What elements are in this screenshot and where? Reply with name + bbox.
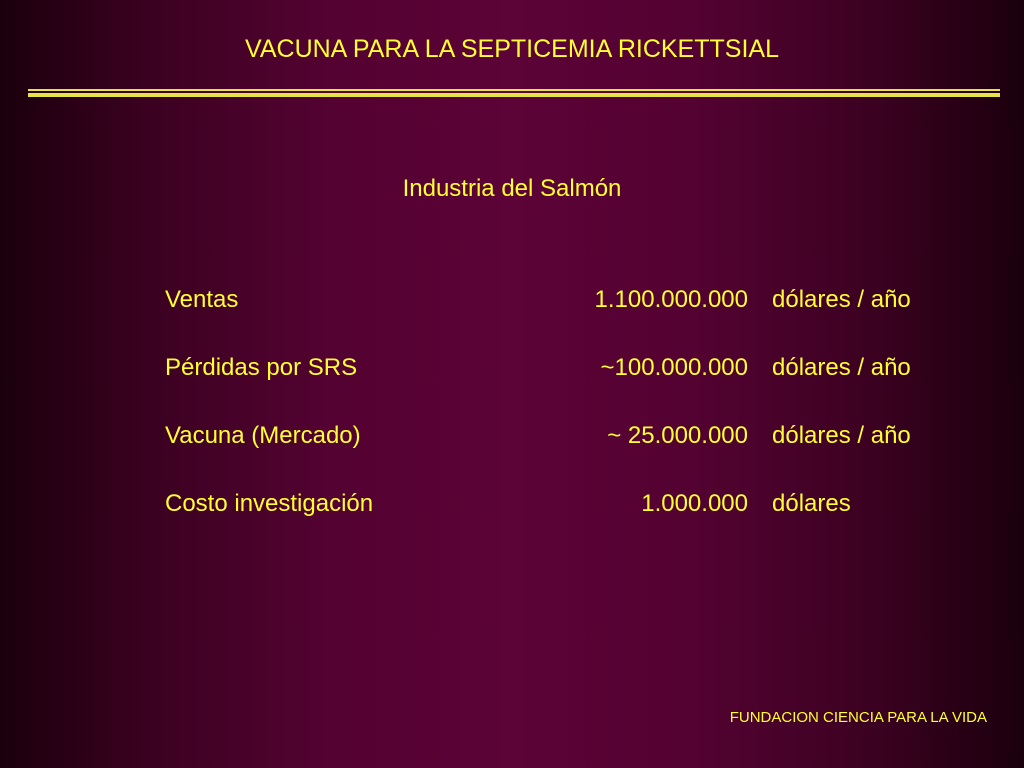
slide-subtitle: Industria del Salmón <box>402 175 622 202</box>
slide-title: VACUNA PARA LA SEPTICEMIA RICKETTSIAL <box>245 35 779 63</box>
row-amount: 1.000.000 <box>641 490 748 517</box>
row-unit: dólares / año <box>772 354 911 381</box>
row-amount: 1.100.000.000 <box>594 286 748 313</box>
data-row-losses <box>0 351 1024 385</box>
data-row-vaccine-market <box>0 419 1024 453</box>
divider-line-thin <box>28 89 1000 91</box>
row-label: Pérdidas por SRS <box>165 354 358 381</box>
row-amount: ~100.000.000 <box>600 354 748 381</box>
row-label: Costo investigación <box>165 490 374 517</box>
row-label: Ventas <box>165 286 239 313</box>
row-unit: dólares <box>772 490 851 517</box>
footer-organization: FUNDACION CIENCIA PARA LA VIDA <box>729 709 987 726</box>
row-unit: dólares / año <box>772 286 911 313</box>
divider-line-thick <box>28 93 1000 97</box>
row-amount: ~ 25.000.000 <box>607 422 748 449</box>
data-row-research-cost <box>0 487 1024 521</box>
row-label: Vacuna (Mercado) <box>165 422 361 449</box>
data-row-sales <box>0 283 1024 317</box>
row-unit: dólares / año <box>772 422 911 449</box>
title-divider <box>28 89 1000 98</box>
